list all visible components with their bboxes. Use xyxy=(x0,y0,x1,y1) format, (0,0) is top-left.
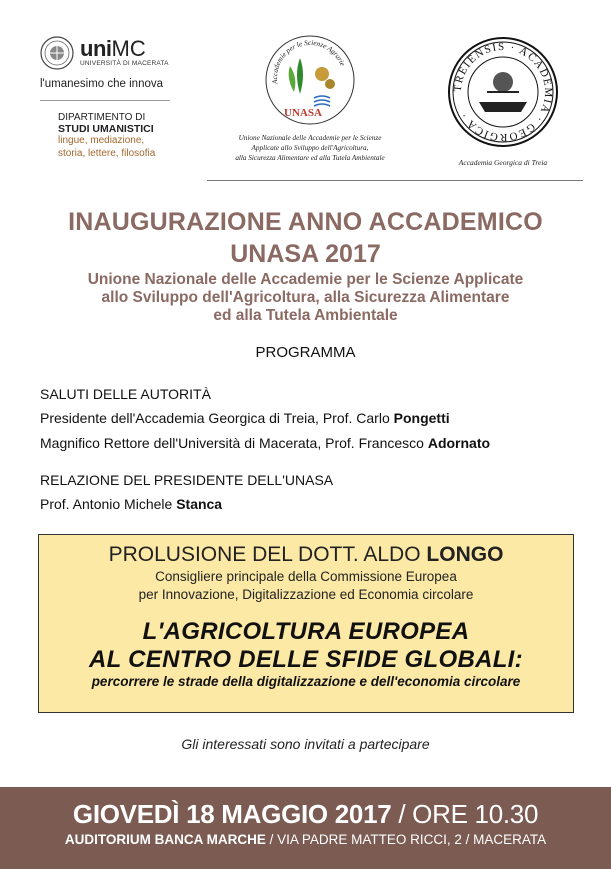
saluti-item-2 xyxy=(40,435,600,451)
department-line2: STUDI UMANISTICI xyxy=(58,123,154,135)
subtitle xyxy=(0,271,611,325)
prolusione-title2: AL CENTRO DELLE SFIDE GLOBALI: xyxy=(89,646,523,673)
title-line1: INAUGURAZIONE ANNO ACCADEMICO xyxy=(68,208,543,236)
header-divider xyxy=(207,180,583,181)
prolusione-heading xyxy=(39,543,573,567)
prolusione-heading-text: PROLUSIONE DEL DOTT. ALDO xyxy=(108,543,427,566)
unasa-caption xyxy=(212,133,408,163)
unasa-logo xyxy=(264,34,356,126)
footer-address: / VIA PADRE MATTEO RICCI, 2 / MACERATA xyxy=(265,832,547,847)
saluti-item-1 xyxy=(40,410,600,426)
saluti-heading: SALUTI DELLE AUTORITÀ xyxy=(40,386,211,402)
treia-seal-logo xyxy=(447,36,559,148)
invite-text: Gli interessati sono invitati a partecipare xyxy=(181,736,430,752)
prolusione-desc1: Consigliere principale della Commissione Europea xyxy=(155,569,457,584)
saluti-item-1-text: Presidente dell'Accademia Georgica di Treia, Prof. Carlo xyxy=(40,410,394,426)
subtitle-line2: allo Sviluppo dell'Agricoltura, alla Sicurezza Alimentare xyxy=(101,289,510,306)
saluti-item-2-text: Magnifico Rettore dell'Università di Macerata, Prof. Francesco xyxy=(40,435,428,451)
footer-time: / ORE 10.30 xyxy=(391,799,539,829)
saluti-item-2-name: Adornato xyxy=(427,435,491,451)
footer-date: GIOVEDÌ 18 MAGGIO 2017 xyxy=(72,799,392,829)
unimc-wordmark-uni: uni xyxy=(80,36,112,62)
unimc-seal-icon xyxy=(40,36,74,70)
unasa-caption-line3: alla Sicurezza Alimentare ed alla Tutela Ambientale xyxy=(235,154,385,163)
header xyxy=(0,0,611,190)
title-line2: UNASA 2017 xyxy=(230,240,381,268)
unasa-caption-line2: Applicate allo Sviluppo dell'Agricoltura, xyxy=(251,144,369,153)
footer-datetime xyxy=(0,799,611,830)
unasa-caption-line1: Unione Nazionale delle Accademie per le Scienze xyxy=(238,134,382,142)
relazione-item xyxy=(40,496,600,512)
subtitle-line1: Unione Nazionale delle Accademie per le Scienze Applicate xyxy=(87,271,524,288)
unasa-logo-name: UNASA xyxy=(284,107,322,119)
department-line1: DIPARTIMENTO DI xyxy=(58,112,146,123)
programma-heading: PROGRAMMA xyxy=(255,344,356,361)
footer-banner xyxy=(0,787,611,869)
unimc-logo xyxy=(40,36,180,101)
department-line4: storia, lettere, filosofia xyxy=(58,147,156,159)
prolusione-heading-name: LONGO xyxy=(426,543,504,566)
relazione-heading: RELAZIONE DEL PRESIDENTE DELL'UNASA xyxy=(40,472,334,488)
treia-caption: Accademia Georgica di Treia xyxy=(458,158,548,167)
prolusione-desc2: per Innovazione, Digitalizzazione ed Economia circolare xyxy=(138,587,474,602)
prolusione-subtitle: percorrere le strade della digitalizzazione e dell'economia circolare xyxy=(91,674,521,689)
unimc-wordmark-sub: UNIVERSITÀ DI MACERATA xyxy=(80,60,169,68)
saluti-item-1-name: Pongetti xyxy=(393,410,450,426)
prolusione-title1: L'AGRICOLTURA EUROPEA xyxy=(142,618,470,645)
department-block xyxy=(58,112,180,160)
prolusione-box xyxy=(38,534,574,713)
subtitle-line3: ed alla Tutela Ambientale xyxy=(213,307,398,324)
footer-location xyxy=(0,832,611,847)
unimc-motto: l'umanesimo che innova xyxy=(40,78,170,101)
treia-ring-text: TREIENSIS · ACADEMIA · GEORGICA · xyxy=(451,40,555,144)
unimc-wordmark-mc: MC xyxy=(111,36,146,62)
department-line3: lingue, mediazione, xyxy=(58,135,145,146)
relazione-item-name: Stanca xyxy=(176,496,223,512)
footer-venue: AUDITORIUM BANCA MARCHE xyxy=(64,832,266,847)
relazione-item-text: Prof. Antonio Michele xyxy=(40,496,177,512)
unasa-ring-text: Accademie per le Scienze Agrarie xyxy=(270,38,347,85)
